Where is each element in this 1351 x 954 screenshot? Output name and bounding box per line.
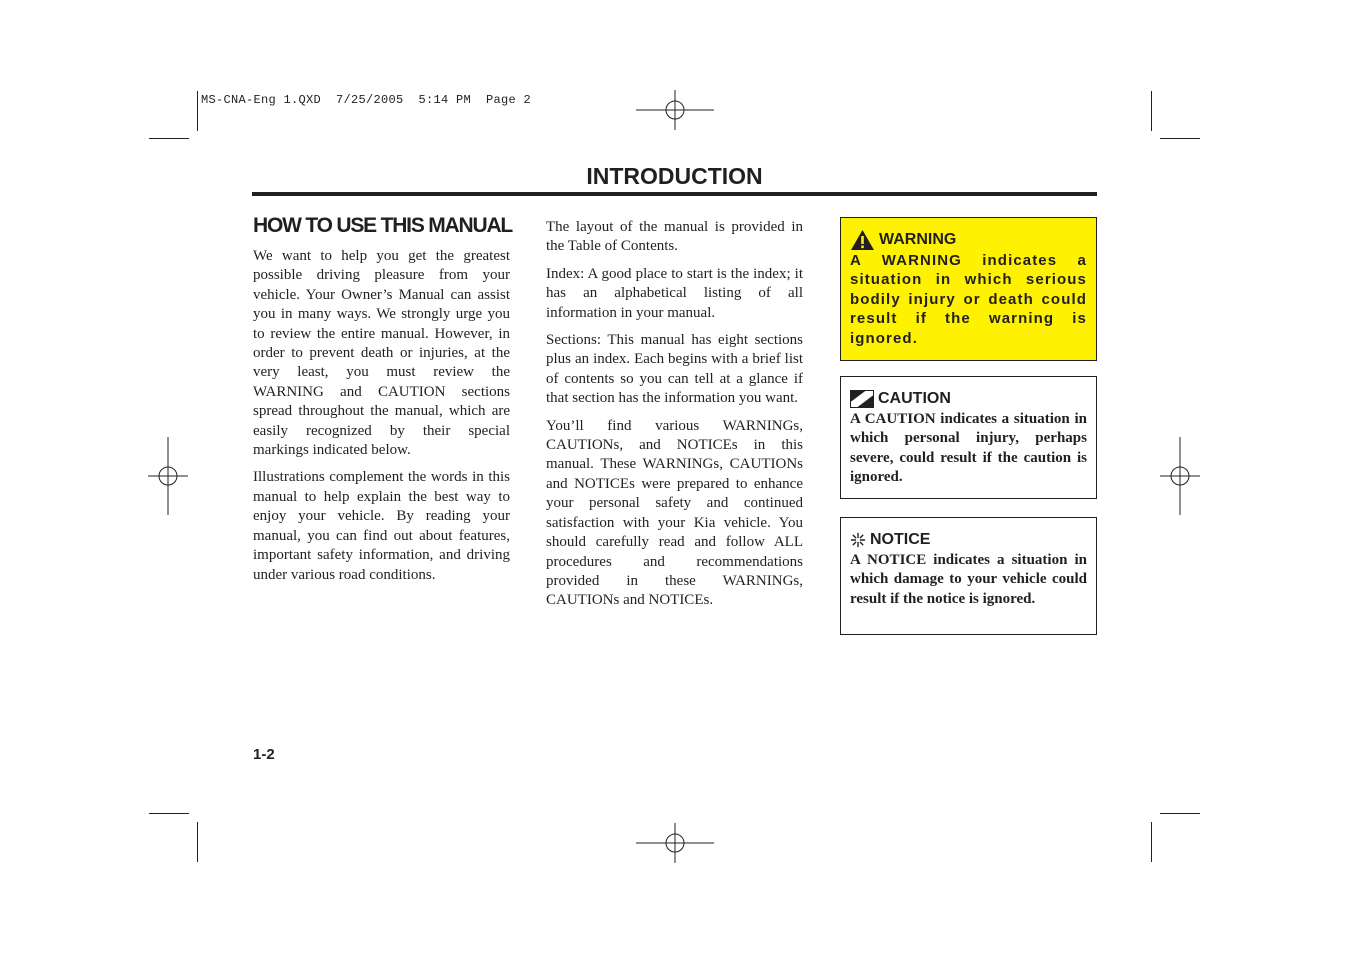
warning-title-row bbox=[850, 230, 1087, 250]
notice-box bbox=[840, 517, 1097, 635]
body-column-middle bbox=[546, 218, 803, 619]
notice-asterisk-icon bbox=[850, 532, 866, 548]
warning-text: A WARNING indicates a situation in which serious bodily injury or death could result if the warning is ignored. bbox=[850, 252, 1087, 347]
caution-title-row bbox=[850, 389, 1087, 409]
registration-mark-right bbox=[1160, 437, 1200, 515]
caution-slash-icon bbox=[850, 390, 874, 408]
crop-mark bbox=[1151, 91, 1152, 131]
crop-mark bbox=[1160, 813, 1200, 814]
printer-slug: MS-CNA-Eng 1.QXD 7/25/2005 5:14 PM Page 2 bbox=[201, 93, 532, 107]
registration-mark-bottom bbox=[636, 823, 714, 863]
warning-title: WARNING bbox=[879, 231, 957, 248]
section-heading: HOW TO USE THIS MANUAL bbox=[253, 214, 513, 237]
warning-box bbox=[840, 217, 1097, 361]
warning-triangle-icon bbox=[850, 229, 875, 251]
crop-mark bbox=[149, 138, 189, 139]
crop-mark bbox=[149, 813, 189, 814]
paragraph: You’ll find various WARNINGs, CAUTIONs, and NOTICEs in this manual. These WARNINGs, CAUTIONs and NOTICEs were prepared to enhance your personal safety and continued satisfaction with your Kia vehicle. You should carefully read and follow ALL procedures and recommendations provided in these WARNINGs, CAUTIONs and NOTICEs. bbox=[546, 417, 803, 609]
caution-box bbox=[840, 376, 1097, 499]
caution-text: A CAUTION indicates a situation in which personal injury, perhaps severe, could result if the caution is ignored. bbox=[850, 411, 1087, 486]
notice-title-row bbox=[850, 530, 1087, 550]
notice-title: NOTICE bbox=[870, 531, 931, 548]
caution-title: CAUTION bbox=[878, 390, 951, 407]
notice-text: A NOTICE indicates a situation in which damage to your vehicle could result if the notice is ignored. bbox=[850, 552, 1087, 607]
crop-mark bbox=[197, 91, 198, 131]
crop-mark bbox=[1151, 822, 1152, 862]
registration-mark-top bbox=[636, 90, 714, 130]
body-column-left bbox=[253, 247, 510, 593]
crop-mark bbox=[197, 822, 198, 862]
paragraph: The layout of the manual is provided in the Table of Contents. bbox=[546, 219, 803, 255]
page-title: INTRODUCTION bbox=[586, 163, 763, 189]
title-rule bbox=[252, 192, 1097, 196]
paragraph: We want to help you get the greatest possible driving pleasure from your vehicle. Your Owner’s Manual can assist you in many ways. We strongly urge you to review the entire manual. However, in order to prevent death or injuries, at the very least, you must review the WARNING and CAUTION sections spread throughout the manual, which are easily recognized by their special markings indicated below. bbox=[253, 248, 510, 459]
paragraph: Illustrations complement the words in this manual to help explain the best way to enjoy your vehicle. By reading your manual, you can find out about features, important safety information, and driving under various road conditions. bbox=[253, 469, 510, 583]
paragraph: Index: A good place to start is the index; it has an alphabetical listing of all information in your manual. bbox=[546, 265, 803, 321]
crop-mark bbox=[1160, 138, 1200, 139]
page-number: 1-2 bbox=[253, 746, 275, 763]
registration-mark-left bbox=[148, 437, 188, 515]
paragraph: Sections: This manual has eight sections plus an index. Each begins with a brief list of contents so you can tell at a glance if that section has the information you want. bbox=[546, 332, 803, 407]
